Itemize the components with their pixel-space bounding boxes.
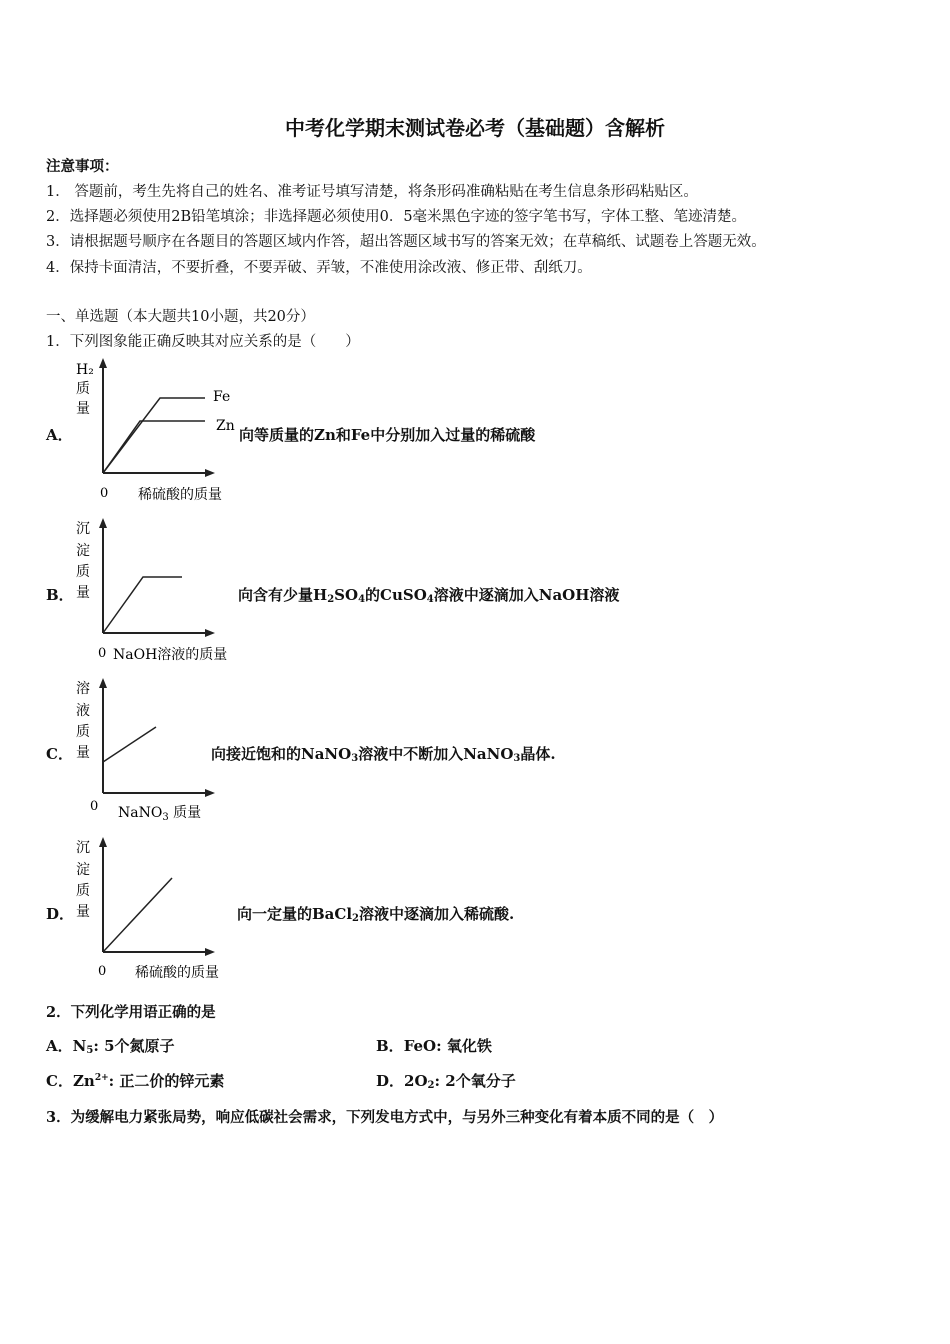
- q3-stem: 3．为缓解电力紧张局势，响应低碳社会需求，下列发电方式中，与另外三种变化有着本质不同的是（ ）: [46, 1109, 724, 1126]
- q2-option-b[interactable]: B．FeO: 氧化铁: [376, 1037, 492, 1055]
- q2-option-c[interactable]: C．$Zn^{2+}$: 正二价的锌元素: [46, 1072, 225, 1090]
- q1b-ylabel-1: 沉: [76, 521, 90, 537]
- page-title: 中考化学期末测试卷必考（基础题）含解析: [285, 116, 665, 140]
- q1b-origin: 0: [98, 646, 107, 661]
- q1-option-b-graph: [70, 515, 260, 667]
- q1c-origin: 0: [90, 799, 99, 814]
- q1-option-d-graph: [70, 834, 260, 986]
- q1-option-d-desc: 向一定量的BaCl$_2$溶液中逐滴加入稀硫酸.: [237, 905, 515, 924]
- section-heading: 一、单选题（本大题共10小题，共20分）: [46, 309, 315, 325]
- q1d-ylabel-3: 质: [76, 883, 90, 899]
- notice-heading: 注意事项：: [46, 158, 119, 175]
- q1b-ylabel-3: 质: [76, 564, 90, 580]
- q1d-ylabel-4: 量: [76, 904, 90, 920]
- q2-option-a[interactable]: A．$N_5$: 5个氮原子: [46, 1037, 175, 1056]
- notice-item-1: 1． 答题前，考生先将自己的姓名、准考证号填写清楚，将条形码准确粘贴在考生信息条形码粘贴区。: [46, 184, 698, 200]
- q2-option-d[interactable]: D．$2O_2$: 2个氧分子: [376, 1072, 516, 1091]
- q1-option-b-desc: 向含有少量$H_2SO_4$的CuSO$_4$溶液中逐滴加入NaOH溶液: [238, 586, 620, 605]
- q1a-ylabel-3: 量: [76, 401, 90, 417]
- q1-option-b-letter[interactable]: B．: [46, 586, 74, 604]
- q1c-ylabel-1: 溶: [76, 681, 90, 697]
- q1b-ylabel-4: 量: [76, 585, 90, 601]
- q1-stem: 1．下列图象能正确反映其对应关系的是（ ）: [46, 334, 360, 350]
- q1d-xlabel: 稀硫酸的质量: [135, 965, 219, 981]
- q1-option-d-letter[interactable]: D．: [46, 905, 75, 923]
- q1a-ylabel-2: 质: [76, 381, 90, 397]
- q1a-line-zn: Zn: [216, 418, 235, 434]
- notice-item-3: 3．请根据题号顺序在各题目的答题区域内作答，超出答题区域书写的答案无效；在草稿纸、试题卷上答题无效。: [46, 234, 766, 250]
- q1a-line-fe: Fe: [213, 389, 231, 405]
- q1c-ylabel-2: 液: [76, 703, 90, 719]
- q1c-xlabel: NaNO$_3$ 质量: [118, 805, 202, 823]
- q1a-origin: 0: [100, 486, 109, 501]
- q1-option-c-letter[interactable]: C．: [46, 745, 73, 763]
- q1a-ylabel-1: H₂: [76, 362, 94, 378]
- q1b-ylabel-2: 淀: [76, 543, 90, 559]
- q1d-ylabel-1: 沉: [76, 840, 90, 856]
- q1-option-a-letter[interactable]: A．: [46, 426, 73, 444]
- q1d-ylabel-2: 淀: [76, 862, 90, 878]
- q1-option-a-graph: [70, 355, 260, 507]
- q1d-origin: 0: [98, 964, 107, 979]
- notice-item-2: 2．选择题必须使用2B铅笔填涂；非选择题必须使用0．5毫米黑色字迹的签字笔书写，字体工整、笔迹清楚。: [46, 209, 747, 225]
- q1a-xlabel: 稀硫酸的质量: [138, 487, 222, 503]
- q1-option-c-desc: 向接近饱和的NaNO$_3$溶液中不断加入NaNO$_3$晶体.: [211, 745, 556, 764]
- q1b-xlabel: NaOH溶液的质量: [113, 647, 228, 663]
- q1-option-a-desc: 向等质量的Zn和Fe中分别加入过量的稀硫酸: [239, 426, 536, 444]
- q1c-ylabel-4: 量: [76, 745, 90, 761]
- notice-item-4: 4．保持卡面清洁，不要折叠，不要弄破、弄皱，不准使用涂改液、修正带、刮纸刀。: [46, 260, 592, 276]
- q1c-ylabel-3: 质: [76, 724, 90, 740]
- q2-stem: 2．下列化学用语正确的是: [46, 1004, 216, 1021]
